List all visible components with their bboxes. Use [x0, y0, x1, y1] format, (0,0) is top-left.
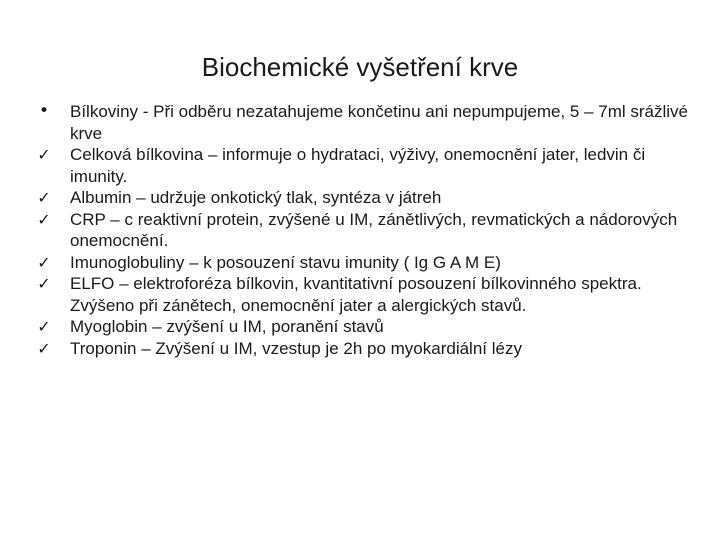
list-item-text: CRP – c reaktivní protein, zvýšené u IM, zánětlivých, revmatických a nádorových onemocnění.: [70, 209, 678, 250]
bullet-list: [34, 101, 698, 359]
checkmark-icon: ✓: [37, 188, 51, 207]
list-item-text: Bílkoviny - Při odběru nezatahujeme končetinu ani nepumpujeme, 5 – 7ml srážlivé krve: [70, 102, 688, 143]
list-item-text: ELFO – elektroforéza bílkovin, kvantitativní posouzení bílkovinného spektra. Zvýšeno při zánětech, onemocnění jater a alergických stavů.: [70, 274, 642, 315]
list-item-troponin: [34, 338, 698, 360]
list-item-imunoglobuliny: [34, 252, 698, 274]
checkmark-icon: ✓: [37, 274, 51, 293]
list-item-text: Myoglobin – zvýšení u IM, poranění stavů: [70, 317, 384, 336]
list-item-celkova-bilkovina: [34, 144, 698, 187]
checkmark-icon: ✓: [37, 145, 51, 164]
list-item-text: Troponin – Zvýšení u IM, vzestup je 2h po myokardiální lézy: [70, 338, 522, 358]
checkmark-icon: ✓: [37, 252, 51, 272]
list-item-crp: [34, 209, 698, 252]
list-item-text: Celková bílkovina – informuje o hydrataci, výživy, onemocnění jater, ledvin či imunity.: [70, 145, 646, 186]
checkmark-icon: ✓: [37, 317, 51, 336]
list-item-text: Albumin – udržuje onkotický tlak, syntéza v játreh: [70, 188, 442, 207]
list-item-albumin: [34, 187, 698, 209]
checkmark-icon: ✓: [37, 209, 51, 229]
list-item-bilkoviny: [34, 101, 698, 144]
list-item-elfo: [34, 273, 698, 316]
checkmark-icon: ✓: [37, 338, 51, 358]
list-item-text: Imunoglobuliny – k posouzení stavu imunity ( Ig G A M E): [70, 252, 501, 272]
slide-title: Biochemické vyšetření krve: [201, 52, 519, 82]
list-item-myoglobin: [34, 316, 698, 338]
bullet-dot-icon: •: [38, 101, 50, 121]
